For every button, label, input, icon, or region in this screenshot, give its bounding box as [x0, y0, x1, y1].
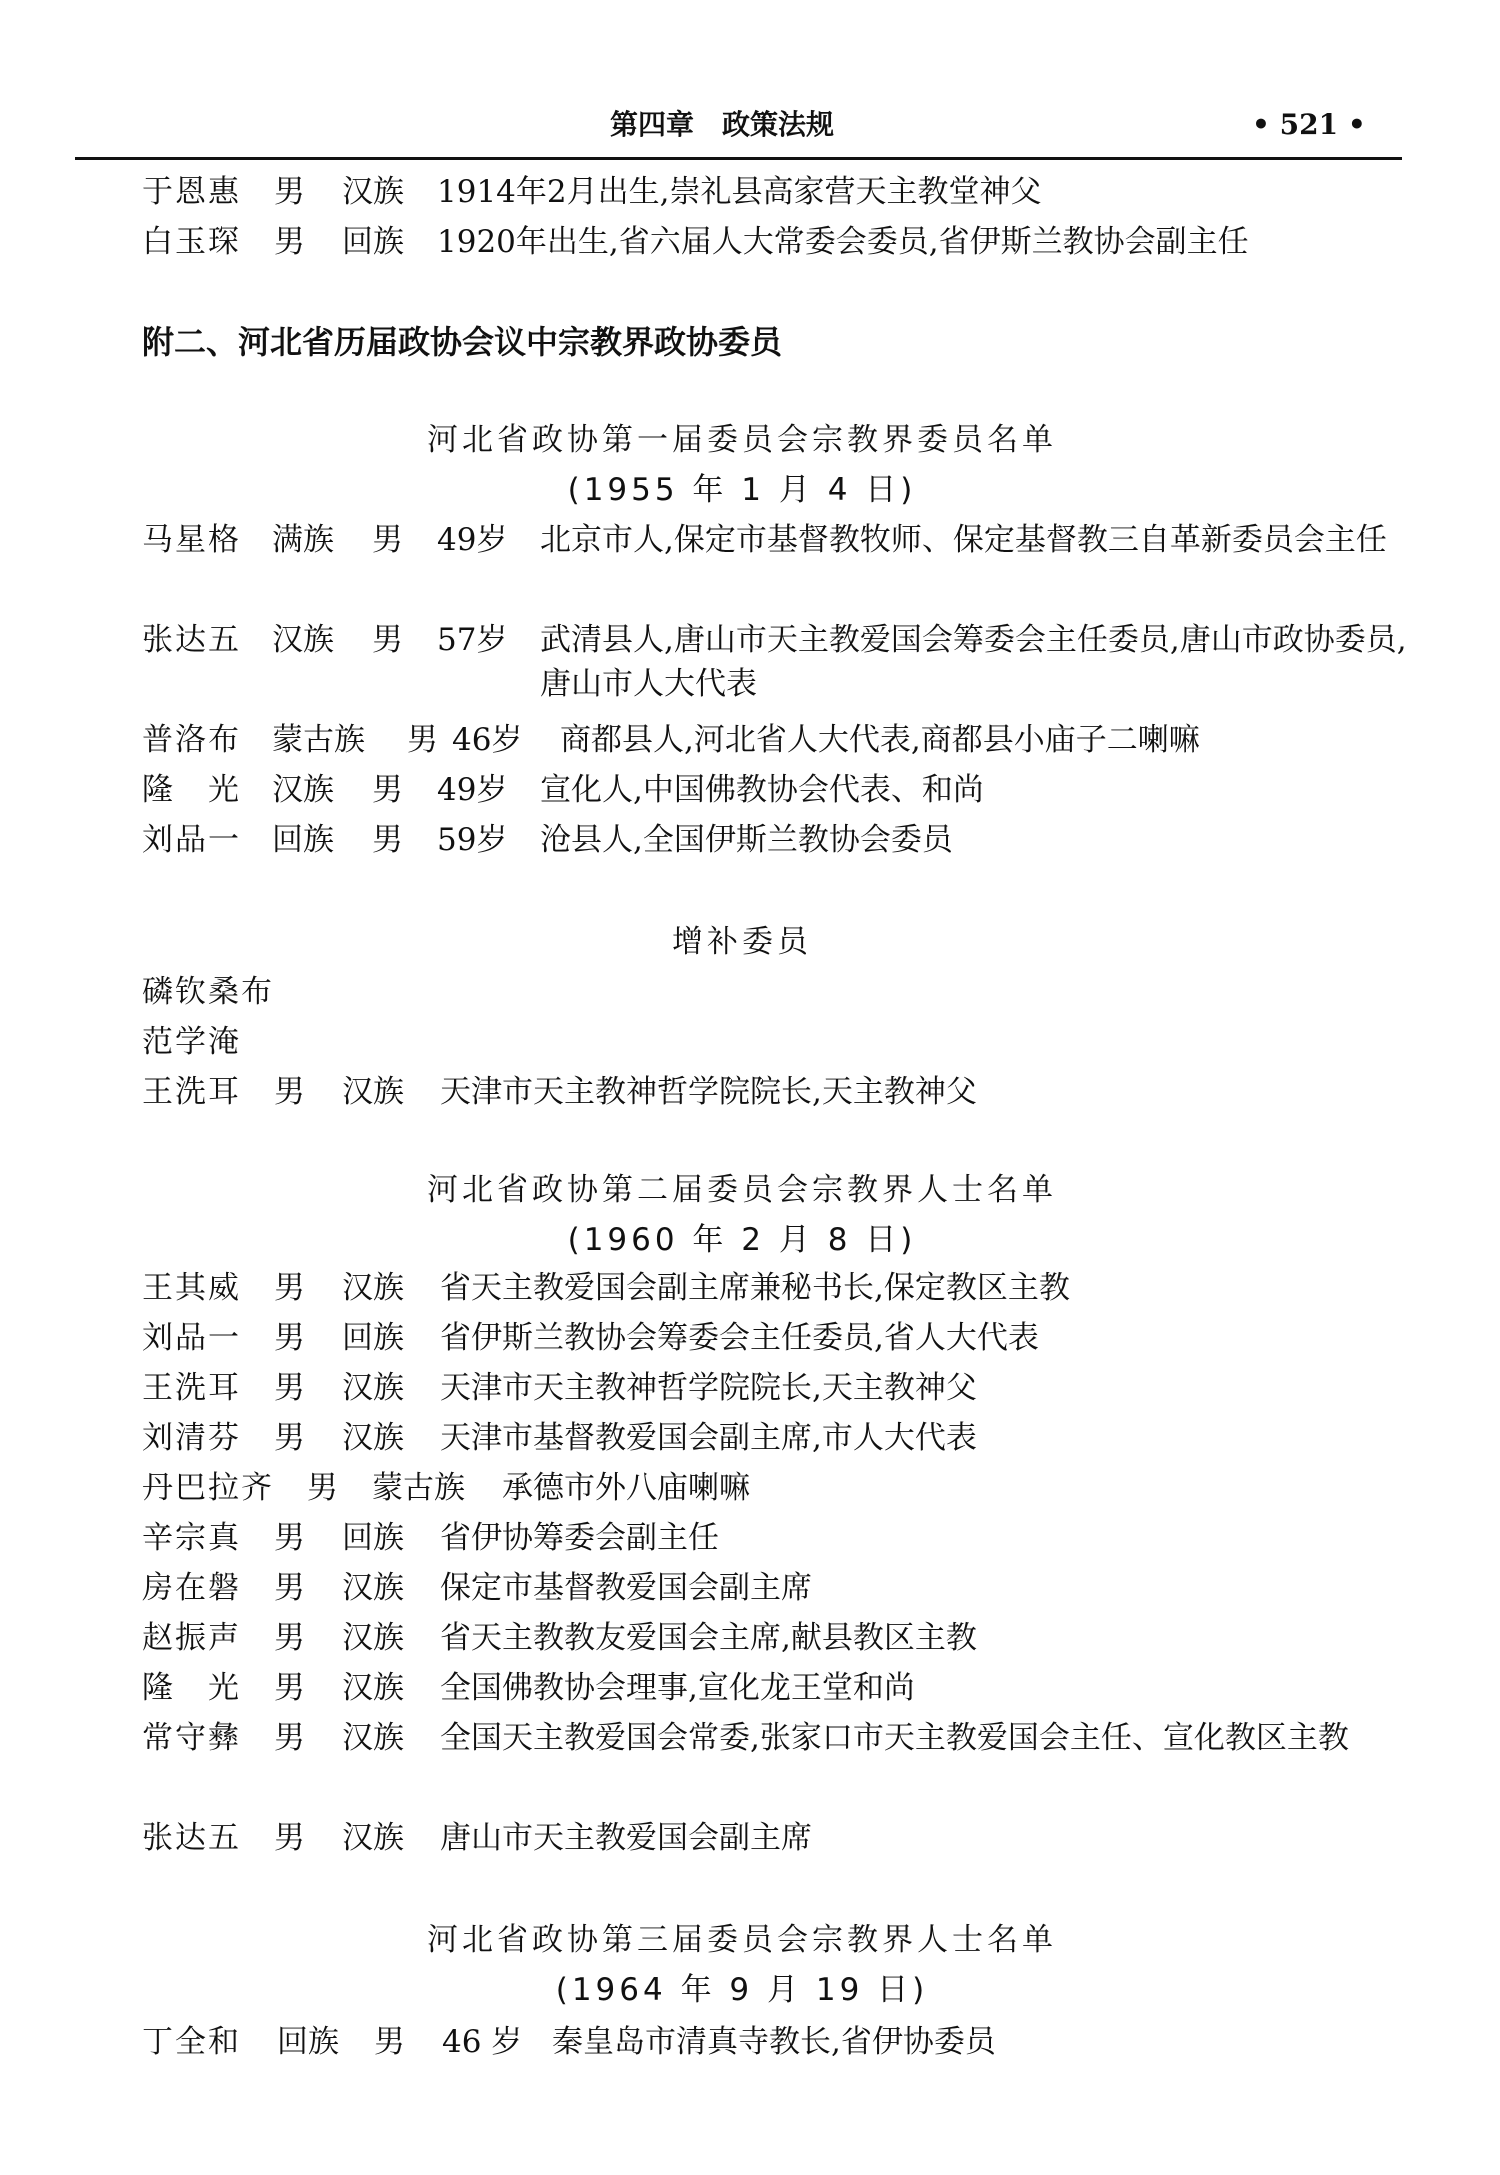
member-gender: 男 — [274, 1074, 305, 1110]
member-ethnicity: 汉族 — [342, 1074, 404, 1110]
member-age: 49岁 — [437, 522, 508, 558]
member-description: 保定市基督教爱国会副主席 — [440, 1570, 812, 1606]
member-ethnicity: 回族 — [272, 822, 334, 858]
member-description: 承德市外八庙喇嘛 — [502, 1470, 750, 1506]
member-name: 隆 光 — [142, 1670, 241, 1706]
list-item — [142, 1716, 1412, 1812]
member-name: 刘清芬 — [142, 1420, 241, 1456]
member-age: 57岁 — [437, 622, 508, 658]
member-gender: 男 — [374, 2024, 405, 2060]
member-name: 常守彝 — [142, 1720, 241, 1756]
list-item — [142, 1416, 1412, 1460]
member-gender: 男 — [407, 722, 438, 758]
list-item — [142, 1316, 1412, 1360]
member-description: 北京市人,保定市基督教牧师、保定基督教三自革新委员会主任 — [540, 522, 1387, 558]
section-heading: 附二、河北省历届政协会议中宗教界政协委员 — [142, 323, 783, 361]
member-ethnicity: 汉族 — [342, 1420, 404, 1456]
member-gender: 男 — [274, 1720, 305, 1756]
member-gender: 男 — [274, 1820, 305, 1856]
member-name: 丹巴拉齐 — [142, 1470, 274, 1506]
member-gender: 男 — [307, 1470, 338, 1506]
member-gender: 男 — [274, 224, 305, 260]
list-date-first-session: (1955 年 1 月 4 日) — [567, 472, 917, 508]
list-item — [142, 970, 1412, 1014]
member-description: 沧县人,全国伊斯兰教协会委员 — [540, 822, 953, 858]
member-description: 武清县人,唐山市天主教爱国会筹委会主任委员,唐山市政协委员,唐山市人大代表 — [540, 622, 1407, 702]
member-ethnicity: 汉族 — [342, 174, 404, 210]
member-description: 天津市基督教爱国会副主席,市人大代表 — [440, 1420, 977, 1456]
member-gender: 男 — [372, 522, 403, 558]
page-number: • 521 • — [1252, 108, 1366, 141]
member-gender: 男 — [372, 772, 403, 808]
member-name: 丁全和 — [142, 2024, 241, 2060]
member-name: 马星格 — [142, 522, 241, 558]
list-date-third-session: (1964 年 9 月 19 日) — [555, 1972, 929, 2008]
member-name: 白玉琛 — [142, 224, 241, 260]
list-item — [142, 220, 1412, 264]
list-item — [142, 1466, 1412, 1510]
list-title-second-session: 河北省政协第二届委员会宗教界人士名单 — [427, 1172, 1057, 1208]
list-item — [142, 1566, 1412, 1610]
list-item — [142, 1366, 1412, 1410]
member-gender: 男 — [274, 1670, 305, 1706]
member-ethnicity: 回族 — [342, 224, 404, 260]
member-name: 赵振声 — [142, 1620, 241, 1656]
member-gender: 男 — [274, 1620, 305, 1656]
list-item — [142, 1616, 1412, 1660]
member-ethnicity: 回族 — [342, 1320, 404, 1356]
list-item — [142, 618, 1412, 714]
member-name: 刘品一 — [142, 822, 241, 858]
list-item — [142, 1070, 1412, 1114]
member-age: 59岁 — [437, 822, 508, 858]
member-age: 46 岁 — [442, 2024, 523, 2060]
list-date-second-session: (1960 年 2 月 8 日) — [567, 1222, 917, 1258]
member-description: 秦皇岛市清真寺教长,省伊协委员 — [552, 2024, 996, 2060]
member-ethnicity: 汉族 — [272, 772, 334, 808]
member-ethnicity: 汉族 — [342, 1820, 404, 1856]
member-ethnicity: 汉族 — [342, 1720, 404, 1756]
list-item — [142, 818, 1412, 862]
member-description: 全国佛教协会理事,宣化龙王堂和尚 — [440, 1670, 915, 1706]
member-name: 范学淹 — [142, 1024, 241, 1060]
member-name: 辛宗真 — [142, 1520, 241, 1556]
list-item — [142, 718, 1412, 762]
member-gender: 男 — [274, 1370, 305, 1406]
member-name: 隆 光 — [142, 772, 241, 808]
member-name: 王洗耳 — [142, 1370, 241, 1406]
member-gender: 男 — [274, 1520, 305, 1556]
member-ethnicity: 蒙古族 — [372, 1470, 465, 1506]
member-name: 于恩惠 — [142, 174, 241, 210]
list-title-first-session: 河北省政协第一届委员会宗教界委员名单 — [427, 422, 1057, 458]
member-age: 49岁 — [437, 772, 508, 808]
member-description: 1920年出生,省六届人大常委会委员,省伊斯兰教协会副主任 — [437, 224, 1249, 260]
member-name: 王其威 — [142, 1270, 241, 1306]
list-item — [142, 1266, 1412, 1310]
member-ethnicity: 汉族 — [342, 1270, 404, 1306]
member-description: 商都县人,河北省人大代表,商都县小庙子二喇嘛 — [560, 722, 1200, 758]
member-name: 张达五 — [142, 622, 241, 658]
header-rule — [75, 157, 1402, 160]
member-ethnicity: 蒙古族 — [272, 722, 365, 758]
member-ethnicity: 回族 — [342, 1520, 404, 1556]
list-item — [142, 1020, 1412, 1064]
list-title-third-session: 河北省政协第三届委员会宗教界人士名单 — [427, 1922, 1057, 1958]
member-name: 磷钦桑布 — [142, 974, 274, 1010]
member-description: 天津市天主教神哲学院院长,天主教神父 — [440, 1370, 977, 1406]
member-ethnicity: 汉族 — [272, 622, 334, 658]
supplement-title: 增补委员 — [672, 924, 812, 960]
member-gender: 男 — [274, 174, 305, 210]
member-description: 宣化人,中国佛教协会代表、和尚 — [540, 772, 984, 808]
member-gender: 男 — [274, 1270, 305, 1306]
list-item — [142, 170, 1412, 214]
list-item — [142, 1666, 1412, 1710]
member-name: 王洗耳 — [142, 1074, 241, 1110]
member-name: 房在磐 — [142, 1570, 241, 1606]
member-description: 全国天主教爱国会常委,张家口市天主教爱国会主任、宣化教区主教 — [440, 1720, 1349, 1756]
member-name: 张达五 — [142, 1820, 241, 1856]
running-header-chapter: 第四章 政策法规 — [610, 108, 835, 141]
member-ethnicity: 回族 — [277, 2024, 339, 2060]
member-description: 省伊斯兰教协会筹委会主任委员,省人大代表 — [440, 1320, 1039, 1356]
list-item — [142, 768, 1412, 812]
member-ethnicity: 汉族 — [342, 1670, 404, 1706]
list-item — [142, 1516, 1412, 1560]
member-description: 省伊协筹委会副主任 — [440, 1520, 719, 1556]
member-ethnicity: 满族 — [272, 522, 334, 558]
list-item — [142, 518, 1412, 614]
member-ethnicity: 汉族 — [342, 1570, 404, 1606]
member-ethnicity: 汉族 — [342, 1370, 404, 1406]
member-gender: 男 — [274, 1320, 305, 1356]
member-description: 天津市天主教神哲学院院长,天主教神父 — [440, 1074, 977, 1110]
list-item — [142, 2020, 1412, 2064]
member-gender: 男 — [274, 1570, 305, 1606]
member-description: 省天主教教友爱国会主席,献县教区主教 — [440, 1620, 977, 1656]
member-ethnicity: 汉族 — [342, 1620, 404, 1656]
member-age: 46岁 — [452, 722, 523, 758]
member-gender: 男 — [274, 1420, 305, 1456]
member-description: 1914年2月出生,崇礼县高家营天主教堂神父 — [437, 174, 1042, 210]
member-gender: 男 — [372, 822, 403, 858]
member-description: 省天主教爱国会副主席兼秘书长,保定教区主教 — [440, 1270, 1070, 1306]
member-name: 刘品一 — [142, 1320, 241, 1356]
list-item — [142, 1816, 1412, 1860]
member-description: 唐山市天主教爱国会副主席 — [440, 1820, 812, 1856]
member-gender: 男 — [372, 622, 403, 658]
member-name: 普洛布 — [142, 722, 241, 758]
